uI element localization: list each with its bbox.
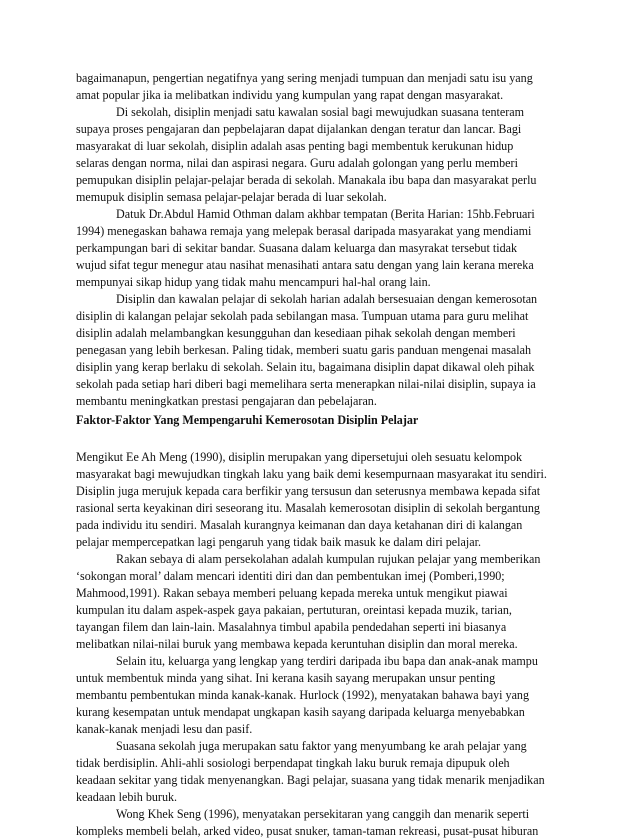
text-line: mempunyai sikap hidup yang tidak mahu mencampuri hal-hal orang lain. — [76, 275, 431, 289]
text-line: bagaimanapun, pengertian negatifnya yang sering menjadi tumpuan dan menjadi satu isu yang — [76, 71, 533, 85]
text-line: Rakan sebaya di alam persekolahan adalah kumpulan rujukan pelajar yang memberikan — [116, 552, 541, 566]
text-line: ‘sokongan moral’ dalam mencari identiti diri dan dan pembentukan imej (Pomberi,1990; — [76, 569, 505, 583]
text-line: perkampungan bari di sekitar bandar. Suasana dalam keluarga dan masyrakat tersebut tidak — [76, 241, 518, 255]
text-line: memupuk disiplin semasa pelajar-pelajar berada di luar sekolah. — [76, 190, 387, 204]
text-line: pada individu itu sendiri. Masalah kurangnya keimanan dan daya ketahanan diri di kalangan — [76, 518, 523, 532]
section-heading: Faktor-Faktor Yang Mempengaruhi Kemerosotan Disiplin Pelajar — [76, 413, 419, 427]
text-line: disiplin yang kerap berlaku di sekolah. Selain itu, bagaimana disiplin dapat dikawal oleh pihak — [76, 360, 535, 374]
text-line: Selain itu, keluarga yang lengkap yang terdiri daripada ibu bapa dan anak-anak mampu — [116, 654, 538, 668]
paragraph-block-intro — [76, 70, 576, 410]
text-line: rasional serta keyakinan diri seseorang itu. Masalah kemerosotan disiplin di sekolah bergantung — [76, 501, 540, 515]
text-line: Wong Khek Seng (1996), menyatakan persekitaran yang canggih dan menarik seperti — [116, 807, 530, 821]
text-line: Datuk Dr.Abdul Hamid Othman dalam akhbar tempatan (Berita Harian: 15hb.Februari — [116, 207, 535, 221]
text-line: penegasan yang lebih berkesan. Paling tidak, memberi suatu garis panduan mengenai masalah — [76, 343, 532, 357]
text-line: wujud sifat tegur menegur atau nasihat menasihati antara satu dengan yang lain kerana mereka — [76, 258, 534, 272]
text-line: kanak-kanak menjadi lesu dan pasif. — [76, 722, 253, 736]
text-line: melibatkan nilai-nilai buruk yang membawa kepada keruntuhan disiplin dan moral mereka. — [76, 637, 518, 651]
text-line: keadaan sekitar yang tidak menyenangkan. Bagi pelajar, suasana yang tidak menarik menjadikan — [76, 773, 545, 787]
text-line: membantu pembentukan minda kanak-kanak. Hurlock (1992), menyatakan bahawa bayi yang — [76, 688, 530, 702]
text-line: Disiplin juga merujuk kepada cara berfikir yang tersusun dan seterusnya membawa kepada sifat — [76, 484, 541, 498]
text-line: amat popular jika ia melibatkan individu yang kumpulan yang rapat dengan masyarakat. — [76, 88, 504, 102]
text-line: kompleks membeli belah, arked video, pusat snuker, taman-taman rekreasi, pusat-pusat hiburan — [76, 824, 539, 838]
text-line: untuk membentuk minda yang sihat. Ini kerana kasih sayang merupakan unsur penting — [76, 671, 496, 685]
text-line: tidak berdisiplin. Ahli-ahli sosiologi berpendapat tingkah laku buruk remaja dipupuk oleh — [76, 756, 510, 770]
text-line: masyarakat bagi mewujudkan tingkah laku yang baik demi kesempurnaan masyarakat itu sendiri. — [76, 467, 547, 481]
text-line: Suasana sekolah juga merupakan satu faktor yang menyumbang ke arah pelajar yang — [116, 739, 527, 753]
text-line: kurang kesempatan untuk mendapat ungkapan kasih sayang daripada keluarga menyebabkan — [76, 705, 525, 719]
text-line: masyarakat di luar sekolah, disiplin adalah asas penting bagi membentuk kerukunan hidup — [76, 139, 514, 153]
text-line: keadaan lebih buruk. — [76, 790, 178, 804]
text-line: Disiplin dan kawalan pelajar di sekolah harian adalah bersesuaian dengan kemerosotan — [116, 292, 538, 306]
text-line: Mengikut Ee Ah Meng (1990), disiplin merupakan yang dipersetujui oleh sesuatu kelompok — [76, 450, 523, 464]
text-line: Di sekolah, disiplin menjadi satu kawalan sosial bagi mewujudkan suasana tenteram — [116, 105, 525, 119]
text-line: supaya proses pengajaran dan pepbelajaran dapat dijalankan dengan teratur dan lancar. Bagi — [76, 122, 522, 136]
paragraph-block-factors — [76, 449, 576, 840]
text-line: membantu meningkatkan prestasi pengajaran dan pebelajaran. — [76, 394, 377, 408]
text-line: pelajar mempercepatkan lagi pengaruh yang tidak baik masuk ke dalam diri pelajar. — [76, 535, 481, 549]
text-line: tayangan filem dan lain-lain. Masalahnya timbul apabila pendedahan seperti ini biasanya — [76, 620, 507, 634]
text-line: 1994) menegaskan bahawa remaja yang melepak berasal daripada masyarakat yang mendiami — [76, 224, 532, 238]
text-line: kumpulan itu dalam aspek-aspek gaya pakaian, pertuturan, oreintasi kepada muzik, tarian, — [76, 603, 512, 617]
text-line: disiplin di kalangan pelajar sekolah pada sebilangan masa. Tumpuan utama para guru melihat — [76, 309, 529, 323]
text-line: Mahmood,1991). Rakan sebaya memberi peluang kepada mereka untuk mengikut piawai — [76, 586, 508, 600]
text-line: sekolah pada setiap hari diberi bagi memelihara serta menerapkan nilai-nilai disiplin, supaya ia — [76, 377, 536, 391]
text-line: disiplin adalah melambangkan kesungguhan dan kesediaan pihak sekolah dengan memberi — [76, 326, 516, 340]
text-line: pemupukan disiplin pelajar-pelajar berada di sekolah. Manakala ibu bapa dan masyarakat perlu — [76, 173, 537, 187]
text-line: selaras dengan norma, nilai dan aspirasi negara. Guru adalah golongan yang perlu memberi — [76, 156, 518, 170]
